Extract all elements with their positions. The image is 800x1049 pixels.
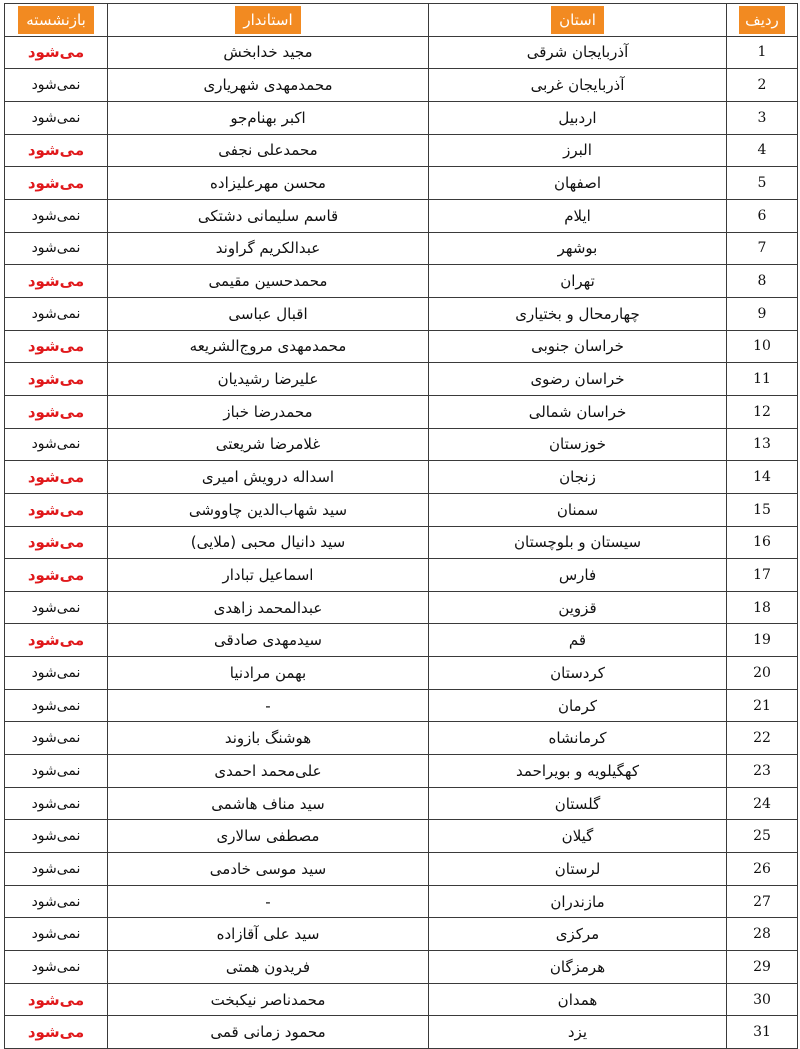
governor-name: قاسم سلیمانی دشتکی — [108, 199, 429, 232]
row-number: 21 — [727, 689, 798, 722]
governor-name: عبدالمحمد زاهدی — [108, 591, 429, 624]
retirement-status: می‌شود — [5, 36, 108, 69]
governor-name: سید موسی خادمی — [108, 853, 429, 886]
row-number: 5 — [727, 167, 798, 200]
province-name: قم — [429, 624, 727, 657]
province-name: کرمانشاه — [429, 722, 727, 755]
retirement-status: می‌شود — [5, 265, 108, 298]
governor-name: محسن مهرعلیزاده — [108, 167, 429, 200]
header-label-province: استان — [551, 6, 604, 34]
province-name: همدان — [429, 983, 727, 1016]
retirement-status: می‌شود — [5, 395, 108, 428]
retirement-status: نمی‌شود — [5, 591, 108, 624]
governor-name: غلامرضا شریعتی — [108, 428, 429, 461]
row-number: 6 — [727, 199, 798, 232]
retirement-status: نمی‌شود — [5, 232, 108, 265]
governor-name: - — [108, 885, 429, 918]
table-row — [5, 167, 798, 200]
row-number: 22 — [727, 722, 798, 755]
row-number: 10 — [727, 330, 798, 363]
row-number: 11 — [727, 363, 798, 396]
table-row — [5, 1016, 798, 1049]
table-row — [5, 265, 798, 298]
province-name: کهگیلویه و بویراحمد — [429, 755, 727, 788]
retirement-status: نمی‌شود — [5, 918, 108, 951]
table-row — [5, 493, 798, 526]
table-row — [5, 36, 798, 69]
table-header — [5, 4, 798, 37]
row-number: 15 — [727, 493, 798, 526]
row-number: 25 — [727, 820, 798, 853]
governor-name: فریدون همتی — [108, 951, 429, 984]
province-name: خراسان جنوبی — [429, 330, 727, 363]
row-number: 9 — [727, 297, 798, 330]
province-name: آذربایجان شرقی — [429, 36, 727, 69]
table-row — [5, 787, 798, 820]
row-number: 28 — [727, 918, 798, 951]
retirement-status: نمی‌شود — [5, 755, 108, 788]
retirement-status: می‌شود — [5, 1016, 108, 1049]
province-name: اردبیل — [429, 101, 727, 134]
governor-name: مجید خدابخش — [108, 36, 429, 69]
province-name: هرمزگان — [429, 951, 727, 984]
governor-name: محمدناصر نیکبخت — [108, 983, 429, 1016]
header-label-governor: استاندار — [235, 6, 300, 34]
governor-name: - — [108, 689, 429, 722]
province-name: اصفهان — [429, 167, 727, 200]
table-row — [5, 199, 798, 232]
row-number: 19 — [727, 624, 798, 657]
governors-table — [4, 3, 798, 1049]
governor-name: اقبال عباسی — [108, 297, 429, 330]
table-row — [5, 526, 798, 559]
retirement-status: می‌شود — [5, 559, 108, 592]
row-number: 20 — [727, 657, 798, 690]
retirement-status: می‌شود — [5, 493, 108, 526]
province-name: لرستان — [429, 853, 727, 886]
row-number: 18 — [727, 591, 798, 624]
governor-name: سید شهاب‌الدین چاووشی — [108, 493, 429, 526]
table-row — [5, 853, 798, 886]
retirement-status: نمی‌شود — [5, 787, 108, 820]
row-number: 16 — [727, 526, 798, 559]
row-number: 30 — [727, 983, 798, 1016]
province-name: ایلام — [429, 199, 727, 232]
header-cell-num — [727, 4, 798, 37]
row-number: 7 — [727, 232, 798, 265]
table-body — [5, 36, 798, 1048]
table-row — [5, 689, 798, 722]
governor-name: سید مناف هاشمی — [108, 787, 429, 820]
table-row — [5, 624, 798, 657]
governor-name: اسماعیل تبادار — [108, 559, 429, 592]
governor-name: سیدمهدی صادقی — [108, 624, 429, 657]
row-number: 3 — [727, 101, 798, 134]
governor-name: علی‌محمد احمدی — [108, 755, 429, 788]
table-row — [5, 69, 798, 102]
table-row — [5, 395, 798, 428]
province-name: فارس — [429, 559, 727, 592]
province-name: آذربایجان غربی — [429, 69, 727, 102]
retirement-status: نمی‌شود — [5, 853, 108, 886]
province-name: کردستان — [429, 657, 727, 690]
header-row — [5, 4, 798, 37]
retirement-status: نمی‌شود — [5, 722, 108, 755]
governor-name: محمدعلی نجفی — [108, 134, 429, 167]
governor-name: بهمن مرادنیا — [108, 657, 429, 690]
province-name: سیستان و بلوچستان — [429, 526, 727, 559]
row-number: 27 — [727, 885, 798, 918]
governor-name: اسداله درویش امیری — [108, 461, 429, 494]
governor-name: عبدالکریم گراوند — [108, 232, 429, 265]
table-row — [5, 722, 798, 755]
table-row — [5, 983, 798, 1016]
header-cell-province — [429, 4, 727, 37]
row-number: 4 — [727, 134, 798, 167]
retirement-status: نمی‌شود — [5, 297, 108, 330]
governor-name: مصطفی سالاری — [108, 820, 429, 853]
province-name: خوزستان — [429, 428, 727, 461]
table-row — [5, 755, 798, 788]
table-row — [5, 885, 798, 918]
province-name: زنجان — [429, 461, 727, 494]
row-number: 26 — [727, 853, 798, 886]
retirement-status: نمی‌شود — [5, 951, 108, 984]
province-name: خراسان رضوی — [429, 363, 727, 396]
governor-name: سید علی آقازاده — [108, 918, 429, 951]
retirement-status: نمی‌شود — [5, 101, 108, 134]
province-name: مرکزی — [429, 918, 727, 951]
retirement-status: می‌شود — [5, 363, 108, 396]
table-row — [5, 657, 798, 690]
table-row — [5, 591, 798, 624]
row-number: 23 — [727, 755, 798, 788]
table-row — [5, 101, 798, 134]
retirement-status: می‌شود — [5, 461, 108, 494]
row-number: 13 — [727, 428, 798, 461]
row-number: 1 — [727, 36, 798, 69]
governor-name: محمدحسین مقیمی — [108, 265, 429, 298]
table-row — [5, 461, 798, 494]
retirement-status: نمی‌شود — [5, 885, 108, 918]
province-name: بوشهر — [429, 232, 727, 265]
province-name: یزد — [429, 1016, 727, 1049]
governor-name: محمدمهدی مروج‌الشریعه — [108, 330, 429, 363]
table-row — [5, 134, 798, 167]
governor-name: محمدرضا خباز — [108, 395, 429, 428]
retirement-status: می‌شود — [5, 330, 108, 363]
table-row — [5, 918, 798, 951]
province-name: گیلان — [429, 820, 727, 853]
governor-name: علیرضا رشیدیان — [108, 363, 429, 396]
retirement-status: نمی‌شود — [5, 657, 108, 690]
retirement-status: می‌شود — [5, 624, 108, 657]
retirement-status: می‌شود — [5, 167, 108, 200]
retirement-status: نمی‌شود — [5, 69, 108, 102]
header-label-num: ردیف — [739, 6, 785, 34]
header-cell-retired — [5, 4, 108, 37]
retirement-status: می‌شود — [5, 526, 108, 559]
retirement-status: می‌شود — [5, 134, 108, 167]
province-name: چهارمحال و بختیاری — [429, 297, 727, 330]
table-row — [5, 428, 798, 461]
retirement-status: نمی‌شود — [5, 820, 108, 853]
province-name: البرز — [429, 134, 727, 167]
row-number: 17 — [727, 559, 798, 592]
governor-name: سید دانیال محبی (ملایی) — [108, 526, 429, 559]
province-name: گلستان — [429, 787, 727, 820]
table-row — [5, 951, 798, 984]
governor-name: محمود زمانی قمی — [108, 1016, 429, 1049]
table-row — [5, 559, 798, 592]
province-name: سمنان — [429, 493, 727, 526]
row-number: 31 — [727, 1016, 798, 1049]
retirement-status: نمی‌شود — [5, 199, 108, 232]
province-name: قزوین — [429, 591, 727, 624]
header-label-retired: بازنشسته — [18, 6, 94, 34]
governor-name: محمدمهدی شهریاری — [108, 69, 429, 102]
table-row — [5, 820, 798, 853]
table-row — [5, 363, 798, 396]
row-number: 14 — [727, 461, 798, 494]
header-cell-governor — [108, 4, 429, 37]
row-number: 24 — [727, 787, 798, 820]
table-row — [5, 297, 798, 330]
table-row — [5, 330, 798, 363]
retirement-status: نمی‌شود — [5, 428, 108, 461]
table-row — [5, 232, 798, 265]
governor-name: هوشنگ بازوند — [108, 722, 429, 755]
governor-name: اکبر بهنام‌جو — [108, 101, 429, 134]
retirement-status: می‌شود — [5, 983, 108, 1016]
province-name: تهران — [429, 265, 727, 298]
row-number: 2 — [727, 69, 798, 102]
province-name: مازندران — [429, 885, 727, 918]
row-number: 8 — [727, 265, 798, 298]
retirement-status: نمی‌شود — [5, 689, 108, 722]
province-name: کرمان — [429, 689, 727, 722]
province-name: خراسان شمالی — [429, 395, 727, 428]
row-number: 29 — [727, 951, 798, 984]
row-number: 12 — [727, 395, 798, 428]
